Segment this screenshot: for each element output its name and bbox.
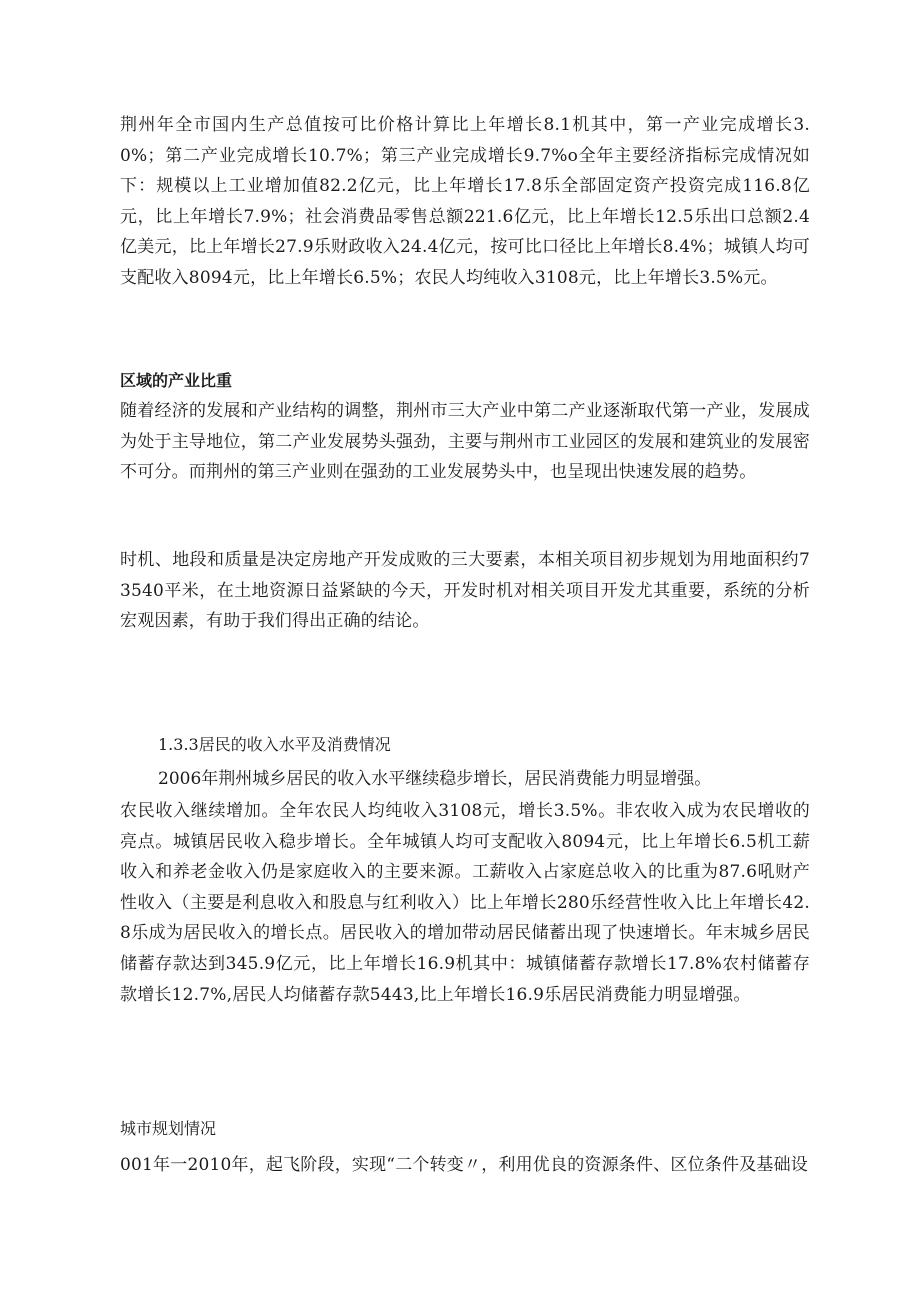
heading-industry-ratio: 区域的产业比重	[120, 371, 233, 390]
paragraph-city-planning: 001年一2010年，起飞阶段，实现“二个转变〃，利用优良的资源条件、区位条件及基础设	[120, 1155, 809, 1175]
paragraph-income-intro: 2006年荆州城乡居民的收入水平继续稳步增长，居民消费能力明显增强。	[158, 769, 712, 789]
heading-city-planning: 城市规划情况	[120, 1119, 217, 1138]
paragraph-development-timing: 时机、地段和质量是决定房地产开发成败的三大要素，本相关项目初步规划为用地面积约73540平米，在土地资源日益紧缺的今天，开发时机对相关项目开发尤其重要，系统的分析宏观因素，有助于我们得出正确的结论。	[120, 550, 810, 632]
paragraph-industry-ratio: 随着经济的发展和产业结构的调整，荆州市三大产业中第二产业逐渐取代第一产业，发展成为处于主导地位，第二产业发展势头强劲，主要与荆州市工业园区的发展和建筑业的发展密不可分。而荆州的第三产业则在强劲的工业发展势头中，也呈现出快速发展的趋势。	[120, 401, 810, 483]
paragraph-economy-overview: 荆州年全市国内生产总值按可比价格计算比上年增长8.1机其中，第一产业完成增长3.0%；第二产业完成增长10.7%；第三产业完成增长9.7%o全年主要经济指标完成情况如下：规模以上工业增加值82.2亿元，比上年增长17.8乐全部固定资产投资完成116.8亿元，比上年增长7.9%；社会消费品零售总额221.6亿元，比上年增长12.5乐出口总额2.4亿美元，比上年增长27.9乐财政收入24.4亿元，按可比口径比上年增长8.4%；城镇人均可支配收入8094元，比上年增长6.5%；农民人均纯收入3108元，比上年增长3.5%元。	[120, 115, 810, 288]
heading-resident-income: 1.3.3居民的收入水平及消费情况	[158, 735, 391, 754]
paragraph-income-details: 农民收入继续增加。全年农民人均纯收入3108元，增长3.5%。非农收入成为农民增收的亮点。城镇居民收入稳步增长。全年城镇人均可支配收入8094元，比上年增长6.5机工薪收入和养老金收入仍是家庭收入的主要来源。工薪收入占家庭总收入的比重为87.6吼财产性收入（主要是利息收入和股息与红利收入）比上年增长280乐经营性收入比上年增长42.8乐成为居民收入的增长点。居民收入的增加带动居民储蓄出现了快速增长。年末城乡居民储蓄存款达到345.9亿元，比上年增长16.9机其中：城镇储蓄存款增长17.8%农村储蓄存款增长12.7%,居民人均储蓄存款5443,比上年增长16.9乐居民消费能力明显增强。	[120, 801, 810, 1005]
